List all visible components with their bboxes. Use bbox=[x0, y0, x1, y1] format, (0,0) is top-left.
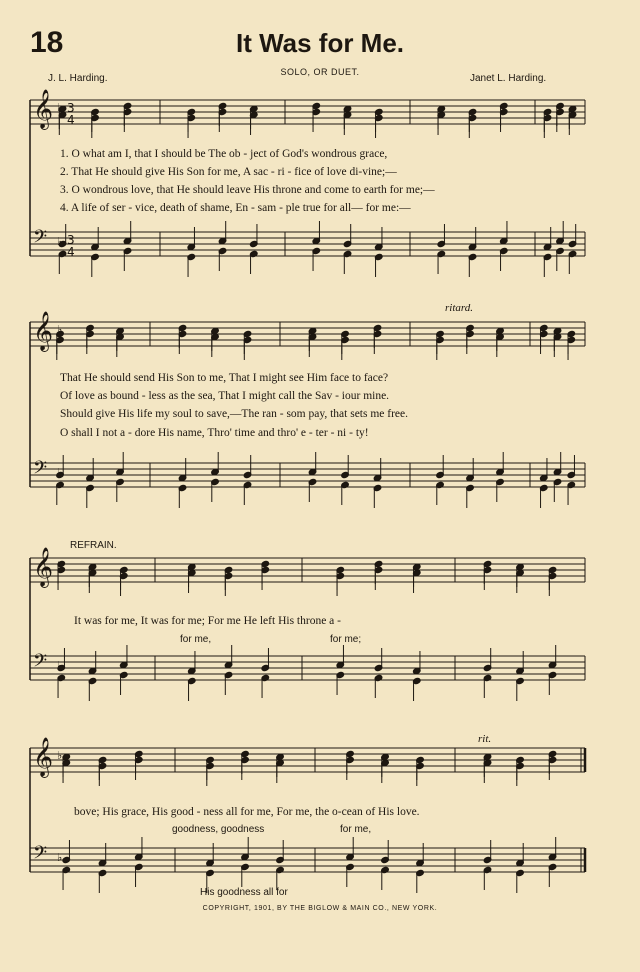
svg-text:𝄞: 𝄞 bbox=[33, 547, 54, 587]
music-composer: Janet L. Harding. bbox=[470, 73, 547, 84]
svg-text:𝄢: 𝄢 bbox=[33, 843, 48, 868]
svg-text:4: 4 bbox=[67, 245, 75, 259]
svg-text:♭: ♭ bbox=[57, 749, 63, 762]
svg-text:𝄢: 𝄢 bbox=[33, 227, 48, 252]
ritard-mark: ritard. bbox=[445, 302, 474, 314]
verse-3-line-1: 3. O wondrous love, that He should leave His throne and come to earth for me;— bbox=[60, 184, 435, 196]
verse-4-line-2: O shall I not a - dore His name, Thro' time and thro' e - ter - ni - ty! bbox=[60, 427, 369, 439]
verse-2-line-2: Of love as bound - less as the sea, That I might call the Sav - iour mine. bbox=[60, 390, 390, 402]
verse-2-line-1: 2. That He should give His Son for me, A sac - ri - fice of love di-vine;— bbox=[60, 166, 397, 178]
verse-1-line-1: 1. O what am I, that I should be The ob - ject of God's wondrous grace, bbox=[60, 148, 388, 160]
svg-text:𝄢: 𝄢 bbox=[33, 458, 48, 483]
svg-text:♭: ♭ bbox=[57, 559, 63, 572]
svg-text:♭: ♭ bbox=[57, 659, 63, 672]
svg-text:♭: ♭ bbox=[57, 466, 63, 479]
svg-text:♭: ♭ bbox=[57, 235, 63, 248]
verse-1-line-2: That He should send His Son to me, That I might see Him face to face? bbox=[60, 372, 389, 384]
svg-text:♭: ♭ bbox=[57, 101, 63, 114]
svg-text:♭: ♭ bbox=[57, 851, 63, 864]
verse-3-line-2: Should give His life my soul to save,—The ran - som pay, that sets me free. bbox=[60, 408, 409, 420]
svg-text:𝄞: 𝄞 bbox=[33, 737, 54, 777]
refrain-echo-1b: for me; bbox=[330, 634, 362, 645]
svg-text:𝄞: 𝄞 bbox=[33, 311, 54, 351]
refrain-echo-2a: goodness, goodness bbox=[172, 824, 265, 835]
refrain-line-1: It was for me, It was for me; For me He left His throne a - bbox=[74, 615, 341, 627]
svg-text:4: 4 bbox=[67, 113, 75, 127]
svg-text:𝄞: 𝄞 bbox=[33, 89, 54, 129]
page-number: 18 bbox=[30, 26, 64, 59]
refrain-echo-1a: for me, bbox=[180, 634, 212, 645]
svg-text:𝄢: 𝄢 bbox=[33, 651, 48, 676]
verse-4-line-1: 4. A life of ser - vice, death of shame, En - sam - ple true for all— for me:— bbox=[60, 202, 411, 214]
copyright-notice: COPYRIGHT, 1901, BY THE BIGLOW & MAIN CO., NEW YORK. bbox=[202, 905, 438, 912]
svg-text:3: 3 bbox=[67, 233, 75, 247]
refrain-echo-2b: for me, bbox=[340, 824, 372, 835]
refrain-label: REFRAIN. bbox=[70, 540, 117, 551]
bass-lyric: His goodness all for bbox=[200, 887, 288, 898]
hymn-subtitle: SOLO, OR DUET. bbox=[280, 67, 360, 77]
hymn-title: It Was for Me. bbox=[235, 28, 405, 58]
svg-text:♭: ♭ bbox=[57, 323, 63, 336]
refrain-line-2: bove; His grace, His good - ness all for me, For me, the o-cean of His love. bbox=[74, 806, 420, 818]
rit-mark: rit. bbox=[478, 733, 492, 745]
words-author: J. L. Harding. bbox=[48, 73, 108, 84]
svg-text:3: 3 bbox=[67, 101, 75, 115]
